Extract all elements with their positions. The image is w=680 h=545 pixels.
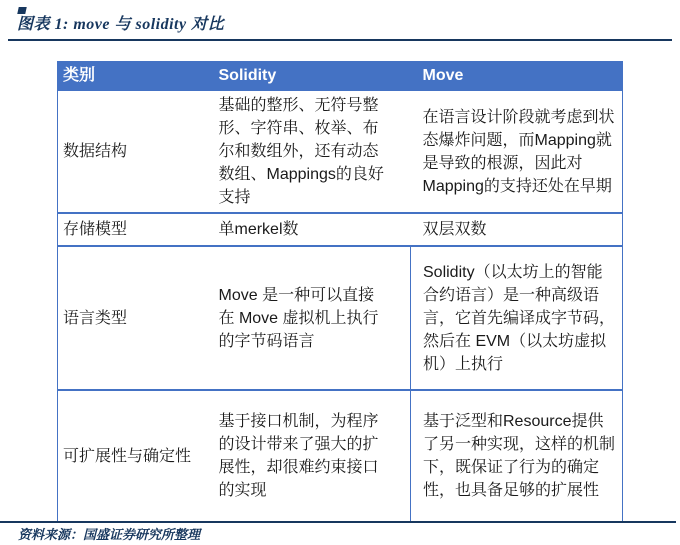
cell-move-value: 双层双数	[411, 213, 623, 246]
table-header-row	[58, 62, 623, 91]
table-row-language-type	[58, 246, 623, 390]
cell-solidity-value: 基础的整形、无符号整形、字符串、枚举、布尔和数组外，还有动态数组、Mappings的良好支持	[211, 90, 411, 213]
header-cell-category: 类别	[58, 62, 211, 91]
cell-move-value: Solidity（以太坊上的智能合约语言）是一种高级语言，它首先编译成字节码，然后在 EVM（以太坊虚拟机）上执行	[411, 246, 623, 390]
cell-solidity-value: 单merkel数	[211, 213, 411, 246]
figure-title: 图表 1: move 与 solidity 对比	[17, 16, 225, 33]
comparison-table	[57, 61, 623, 523]
cell-solidity-value: 基于接口机制，为程序的设计带来了强大的扩展性，却很难约束接口的实现	[211, 390, 411, 522]
table-row-storage-model	[58, 213, 623, 246]
table-row-data-structure	[58, 90, 623, 213]
cell-category: 可扩展性与确定性	[58, 390, 211, 522]
cell-move-value: 在语言设计阶段就考虑到状态爆炸问题，而Mapping就是导致的根源，因此对Mapping的支持还处在早期	[411, 90, 623, 213]
cell-category: 语言类型	[58, 246, 211, 390]
cell-category: 数据结构	[58, 90, 211, 213]
source-note: 资料来源：国盛证券研究所整理	[18, 527, 201, 542]
cell-category: 存储模型	[58, 213, 211, 246]
cell-move-value: 基于泛型和Resource提供了另一种实现，这样的机制下，既保证了行为的确定性，也具备足够的扩展性	[411, 390, 623, 522]
source-divider	[0, 521, 676, 523]
table-row-extensibility-determinism	[58, 390, 623, 522]
title-divider	[8, 39, 672, 41]
cell-solidity-value: Move 是一种可以直接在 Move 虚拟机上执行的字节码语言	[211, 246, 411, 390]
header-cell-move: Move	[411, 62, 623, 91]
header-cell-solidity: Solidity	[211, 62, 411, 91]
